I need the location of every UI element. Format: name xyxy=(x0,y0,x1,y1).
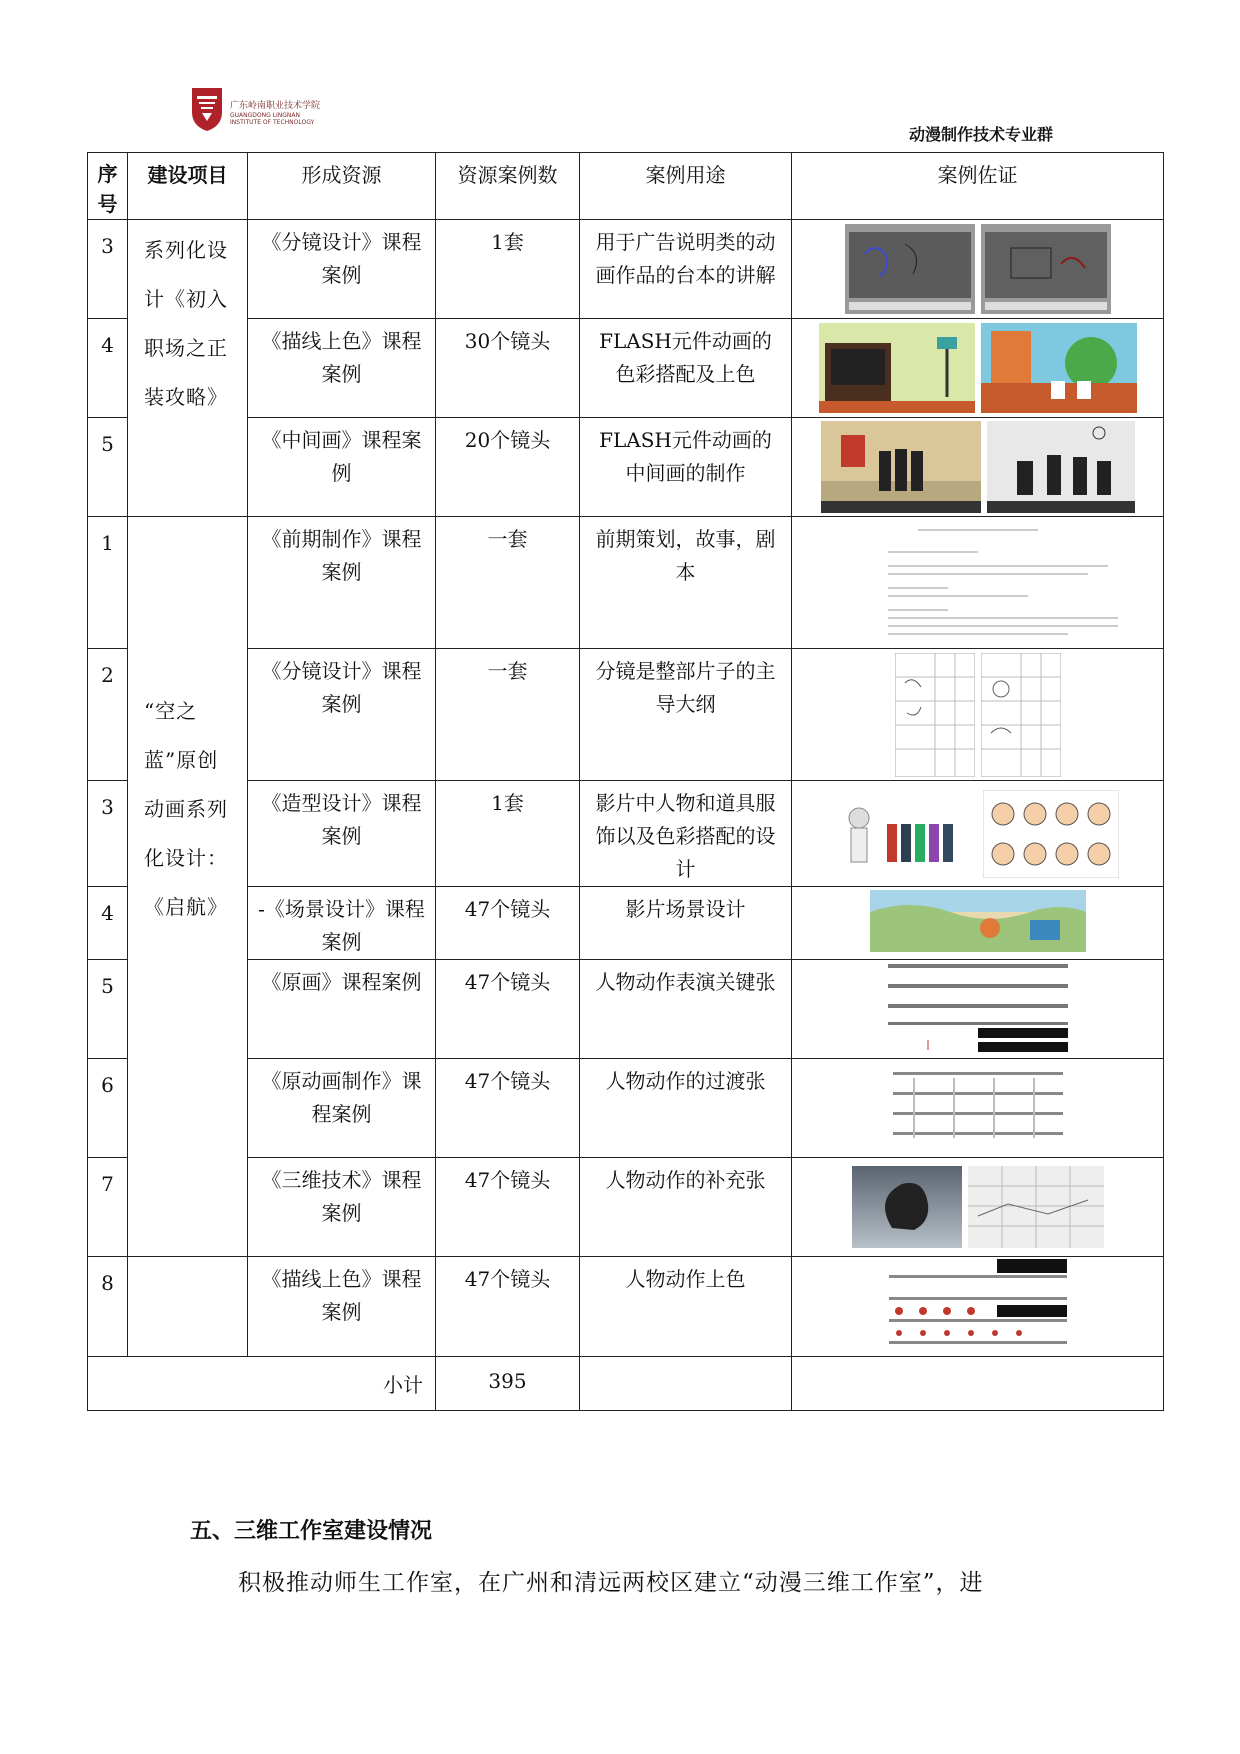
subtotal-empty-cell xyxy=(792,1357,1164,1411)
table-row xyxy=(88,517,1164,649)
school-logo xyxy=(190,86,330,136)
evidence-cell xyxy=(792,1158,1164,1257)
evidence-cell xyxy=(792,517,1164,649)
section-title: 五、三维工作室建设情况 xyxy=(190,1519,433,1544)
row-no: 1 xyxy=(88,517,128,649)
use-cell: 前期策划，故事，剧本 xyxy=(580,517,792,649)
resource-cell: 《前期制作》课程案例 xyxy=(248,517,436,649)
col-header-use: 案例用途 xyxy=(580,153,792,220)
wardrobe-scene-icon xyxy=(819,323,975,413)
evidence-cell xyxy=(792,781,1164,887)
use-cell: FLASH元件动画的色彩搭配及上色 xyxy=(580,319,792,418)
timeline-screenshot-icon xyxy=(893,1068,1063,1144)
3d-model-grid-icon xyxy=(968,1166,1104,1248)
table-row xyxy=(88,418,1164,517)
col-header-no: 序号 xyxy=(88,153,128,220)
storyboard-screenshot-icon xyxy=(845,224,975,314)
evidence-cell xyxy=(792,319,1164,418)
count-cell: 30个镜头 xyxy=(436,319,580,418)
storyboard-sheet-icon xyxy=(981,653,1061,777)
group-title: 动漫制作技术专业群 xyxy=(908,125,1053,144)
script-document-icon xyxy=(828,518,1128,642)
row-no: 7 xyxy=(88,1158,128,1257)
col-header-project: 建设项目 xyxy=(128,153,248,220)
3d-render-icon xyxy=(852,1166,962,1248)
timeline-screenshot-icon xyxy=(888,962,1068,1052)
subtotal-empty-cell xyxy=(580,1357,792,1411)
col-header-resource: 形成资源 xyxy=(248,153,436,220)
subtotal-value: 395 xyxy=(436,1357,580,1411)
count-cell: 47个镜头 xyxy=(436,960,580,1059)
use-cell: 人物动作表演关键张 xyxy=(580,960,792,1059)
table-row xyxy=(88,1257,1164,1357)
use-cell: 人物动作的过渡张 xyxy=(580,1059,792,1158)
use-cell: FLASH元件动画的中间画的制作 xyxy=(580,418,792,517)
table-row xyxy=(88,319,1164,418)
row-no: 8 xyxy=(88,1257,128,1357)
col-header-evidence: 案例佐证 xyxy=(792,153,1164,220)
row-no: 5 xyxy=(88,418,128,517)
table-row xyxy=(88,887,1164,960)
scene-design-icon xyxy=(870,890,1086,952)
characters-scene-icon xyxy=(821,421,981,513)
evidence-cell xyxy=(792,1059,1164,1158)
count-cell: 47个镜头 xyxy=(436,1158,580,1257)
evidence-cell xyxy=(792,887,1164,960)
row-no: 6 xyxy=(88,1059,128,1158)
coloring-timeline-icon xyxy=(889,1257,1067,1351)
count-cell: 47个镜头 xyxy=(436,1059,580,1158)
subtotal-label: 小计 xyxy=(88,1357,436,1411)
school-name-en: GUANGDONG LINGNAN INSTITUTE OF TECHNOLOGY xyxy=(230,112,315,126)
resource-cell: 《三维技术》课程案例 xyxy=(248,1158,436,1257)
storyboard-sheet-icon xyxy=(895,653,975,777)
row-no: 3 xyxy=(88,220,128,319)
project-cell: 系列化设计《初入职场之正装攻略》 xyxy=(128,220,248,517)
count-cell: 1套 xyxy=(436,220,580,319)
resource-cell: 《原画》课程案例 xyxy=(248,960,436,1059)
row-no: 3 xyxy=(88,781,128,887)
table-header-row xyxy=(88,153,1164,220)
office-scene-icon xyxy=(987,421,1135,513)
subtotal-row xyxy=(88,1357,1164,1411)
character-faces-icon xyxy=(983,790,1119,878)
use-cell: 影片场景设计 xyxy=(580,887,792,960)
count-cell: 47个镜头 xyxy=(436,887,580,960)
table-row xyxy=(88,960,1164,1059)
table-row xyxy=(88,1158,1164,1257)
school-name-cn: 广东岭南职业技术学院 xyxy=(230,101,321,111)
resource-table xyxy=(87,152,1164,1411)
resource-cell: 《原动画制作》课程案例 xyxy=(248,1059,436,1158)
use-cell: 人物动作的补充张 xyxy=(580,1158,792,1257)
table-row xyxy=(88,220,1164,319)
resource-cell: 《描线上色》课程案例 xyxy=(248,319,436,418)
evidence-cell xyxy=(792,220,1164,319)
use-cell: 影片中人物和道具服饰以及色彩搭配的设计 xyxy=(580,781,792,887)
use-cell: 人物动作上色 xyxy=(580,1257,792,1357)
count-cell: 20个镜头 xyxy=(436,418,580,517)
resource-cell: 《分镜设计》课程案例 xyxy=(248,220,436,319)
storyboard-screenshot-icon xyxy=(981,224,1111,314)
project-cell xyxy=(128,1257,248,1357)
character-lineup-icon xyxy=(837,790,977,878)
row-no: 2 xyxy=(88,649,128,781)
col-header-count: 资源案例数 xyxy=(436,153,580,220)
row-no: 4 xyxy=(88,887,128,960)
table-row xyxy=(88,781,1164,887)
street-scene-icon xyxy=(981,323,1137,413)
count-cell: 一套 xyxy=(436,649,580,781)
count-cell: 47个镜头 xyxy=(436,1257,580,1357)
count-cell: 1套 xyxy=(436,781,580,887)
resource-cell: 《描线上色》课程案例 xyxy=(248,1257,436,1357)
table-row xyxy=(88,1059,1164,1158)
row-no: 5 xyxy=(88,960,128,1059)
school-shield-icon xyxy=(190,86,224,132)
section-paragraph: 积极推动师生工作室，在广州和清远两校区建立“动漫三维工作室”，进 xyxy=(238,1570,984,1596)
row-no: 4 xyxy=(88,319,128,418)
table-row xyxy=(88,649,1164,781)
resource-cell: -《场景设计》课程案例 xyxy=(248,887,436,960)
use-cell: 分镜是整部片子的主导大纲 xyxy=(580,649,792,781)
evidence-cell xyxy=(792,960,1164,1059)
evidence-cell xyxy=(792,418,1164,517)
resource-cell: 《分镜设计》课程案例 xyxy=(248,649,436,781)
count-cell: 一套 xyxy=(436,517,580,649)
use-cell: 用于广告说明类的动画作品的台本的讲解 xyxy=(580,220,792,319)
evidence-cell xyxy=(792,1257,1164,1357)
evidence-cell xyxy=(792,649,1164,781)
resource-cell: 《中间画》课程案例 xyxy=(248,418,436,517)
resource-cell: 《造型设计》课程案例 xyxy=(248,781,436,887)
project-cell: “空之蓝”原创动画系列化设计：《启航》 xyxy=(128,517,248,1257)
